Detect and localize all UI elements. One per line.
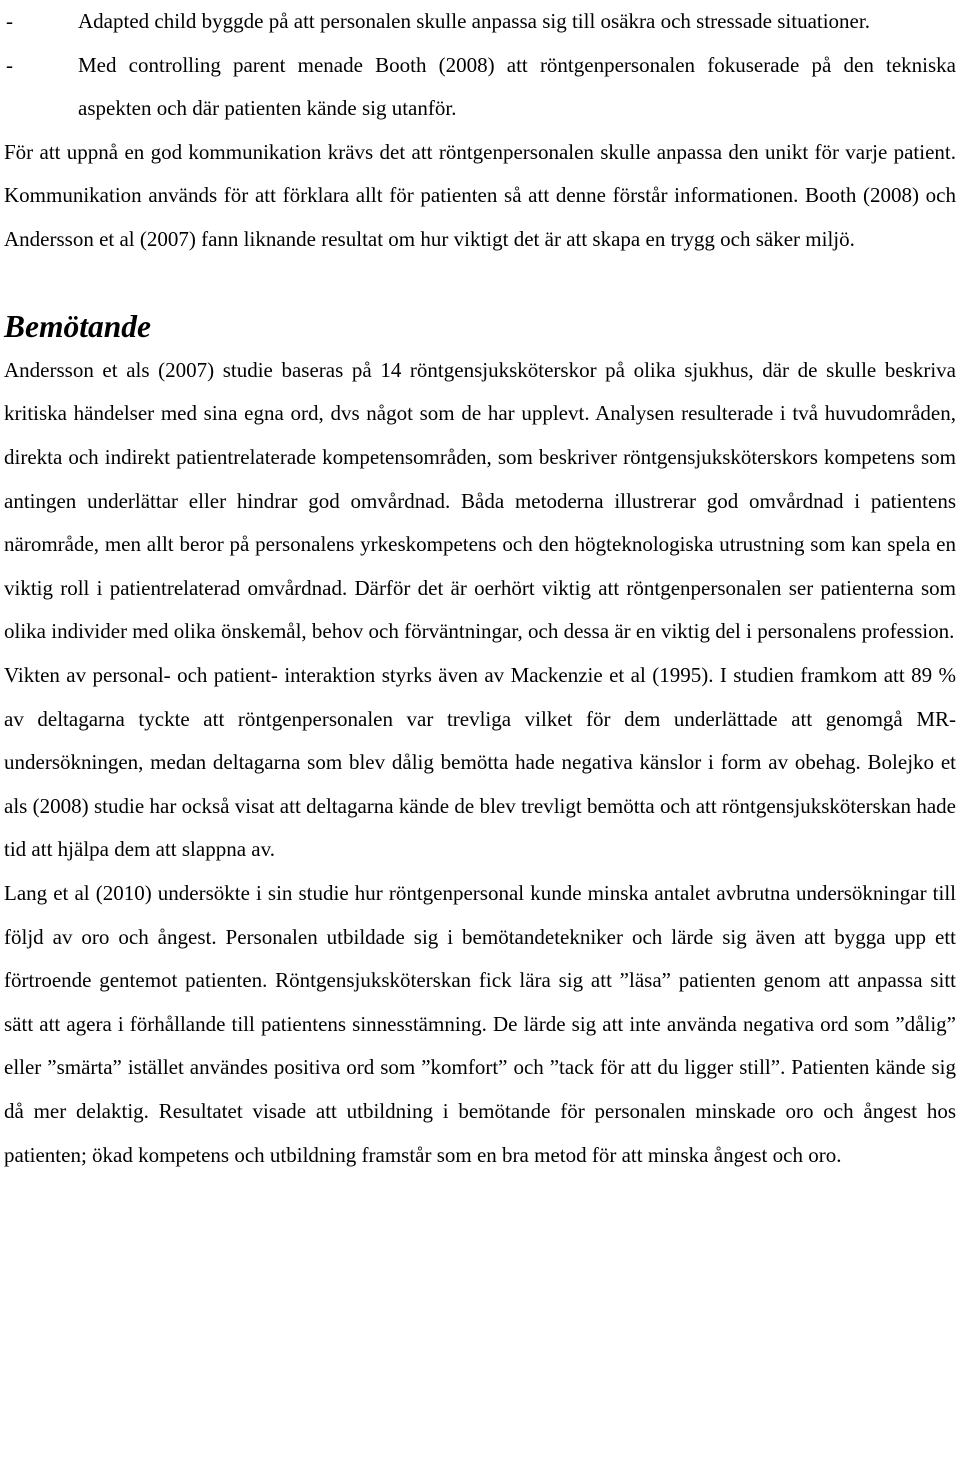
- section-heading: Bemötande: [4, 309, 151, 345]
- bullet-text: Adapted child byggde på att personalen skulle anpassa sig till osäkra och stressade situationer.: [78, 9, 870, 33]
- paragraph-intro: För att uppnå en god kommunikation krävs det att röntgenpersonalen skulle anpassa den unikt för varje patient. Kommunikation används för att förklara allt för patienten så att denne förstår informationen. Booth (2008) och Andersson et al (2007) fann liknande resultat om hur viktigt det är att skapa en trygg och säker miljö.: [4, 139, 956, 251]
- bullet-dash: -: [6, 9, 13, 33]
- bullet-text: Med controlling parent menade Booth (2008) att röntgenpersonalen fokuserade på den tekniska aspekten och där patienten kände sig utanför.: [78, 52, 956, 120]
- bullet-item: [4, 0, 956, 44]
- bullet-list: [4, 0, 956, 131]
- paragraph-mackenzie: Vikten av personal- och patient- interaktion styrks även av Mackenzie et al (1995). I studien framkom att 89 % av deltagarna tyckte att röntgenpersonalen var trevliga vilket för dem underlättade att genomgå MR-undersökningen, medan deltagarna som blev dålig bemötta hade negativa känslor i form av obehag. Bolejko et als (2008) studie har också visat att deltagarna kände de blev trevligt bemötta och att röntgensjuksköterskan hade tid att hjälpa dem att slappna av.: [4, 663, 956, 862]
- paragraph-andersson: Andersson et als (2007) studie baseras på 14 röntgensjuksköterskor på olika sjukhus, där de skulle beskriva kritiska händelser med sina egna ord, dvs något som de har upplevt. Analysen resulterade i två huvudområden, direkta och indirekt patientrelaterade kompetensområden, som beskriver röntgensjuksköterskors kompetens som antingen underlättar eller hindrar god omvårdnad. Båda metoderna illustrerar god omvårdnad i patientens närområde, men allt beror på personalens yrkeskompetens och den högteknologiska utrustning som kan spela en viktig roll i patientrelaterad omvårdnad. Därför det är oerhört viktig att röntgenpersonalen ser patienterna som olika individer med olika önskemål, behov och förväntningar, och dessa är en viktig del i personalens profession.: [4, 357, 956, 644]
- bullet-dash: -: [6, 52, 13, 77]
- paragraph-lang: Lang et al (2010) undersökte i sin studie hur röntgenpersonal kunde minska antalet avbrutna undersökningar till följd av oro och ångest. Personalen utbildade sig i bemötandetekniker och lärde sig även att bygga upp ett förtroende gentemot patienten. Röntgensjuksköterskan fick lära sig att ”läsa” patienten genom att anpassa sitt sätt att agera i förhållande till patientens sinnesstämning. De lärde sig att inte använda negativa ord som ”dålig” eller ”smärta” istället användes positiva ord som ”komfort” och ”tack för att du ligger still”. Patienten kände sig då mer delaktig. Resultatet visade att utbildning i bemötande för personalen minskade oro och ångest hos patienten; ökad kompetens och utbildning framstår som en bra metod för att minska ångest och oro.: [4, 881, 956, 1167]
- bullet-item: [4, 44, 956, 131]
